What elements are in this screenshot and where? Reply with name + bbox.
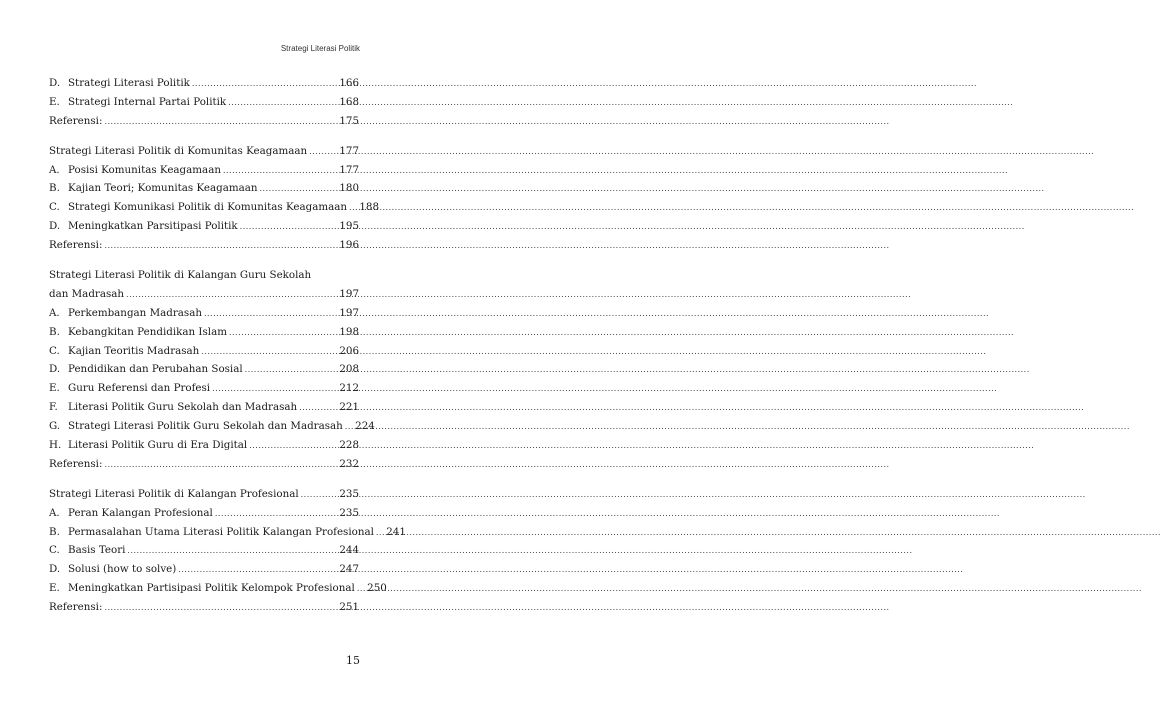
entry-page: 195 xyxy=(339,220,359,233)
dot-leader xyxy=(104,113,335,132)
entry-page: 224 xyxy=(355,420,375,433)
chapter-page: 177 xyxy=(339,144,359,157)
toc-entry[interactable] xyxy=(49,579,387,598)
entry-page: 188 xyxy=(359,201,380,214)
entry-title: Literasi Politik Guru di Era Digital xyxy=(68,439,248,452)
entry-title: Strategi Internal Partai Politik xyxy=(68,95,227,108)
dot-leader xyxy=(376,524,382,543)
dot-leader xyxy=(192,75,335,94)
entry-title: Perkembangan Madrasah xyxy=(68,306,202,319)
toc-chapter[interactable] xyxy=(49,285,359,304)
toc-entry[interactable] xyxy=(49,379,359,398)
chapter-title: dan Madrasah xyxy=(49,287,125,300)
chapter-title: Strategi Literasi Politik di Kalangan Profesional xyxy=(49,487,299,500)
entry-letter: H. xyxy=(49,439,62,452)
entry-letter: E. xyxy=(49,382,60,395)
toc-entry-references[interactable] xyxy=(49,236,359,255)
toc-entry[interactable] xyxy=(49,398,359,417)
entry-page: 235 xyxy=(339,506,359,519)
entry-letter: C. xyxy=(49,201,60,214)
entry-letter: E. xyxy=(49,95,60,108)
dot-leader xyxy=(357,580,363,599)
entry-page: 206 xyxy=(339,344,359,357)
entry-letter: B. xyxy=(49,525,60,538)
dot-leader xyxy=(245,361,335,380)
entry-letter: F. xyxy=(49,401,58,414)
entry-title: Kebangkitan Pendidikan Islam xyxy=(68,325,227,338)
entry-letter: D. xyxy=(49,220,61,233)
entry-letter: A. xyxy=(49,506,60,519)
entry-letter: B. xyxy=(49,325,60,338)
dot-leader xyxy=(249,437,335,456)
toc-entry[interactable] xyxy=(49,417,375,436)
entry-title: Guru Referensi dan Profesi xyxy=(68,382,211,395)
entry-letter: A. xyxy=(49,306,60,319)
entry-title: Strategi Literasi Politik Guru Sekolah dan Madrasah xyxy=(68,420,343,433)
entry-title: Strategi Literasi Politik xyxy=(68,77,190,89)
entry-page: 221 xyxy=(339,401,359,414)
toc-entry[interactable] xyxy=(49,541,359,560)
dot-leader xyxy=(104,456,335,475)
entry-page: 175 xyxy=(339,114,359,127)
entry-title: Peran Kalangan Profesional xyxy=(68,506,213,519)
chapter-page: 197 xyxy=(339,287,359,300)
entry-letter: D. xyxy=(49,363,61,376)
entry-title: Solusi (how to solve) xyxy=(68,563,177,576)
dot-leader xyxy=(201,343,335,362)
toc-entry-references[interactable] xyxy=(49,455,359,474)
dot-leader xyxy=(127,542,335,561)
entry-page: 212 xyxy=(339,382,359,395)
entry-title: Referensi: xyxy=(49,114,103,127)
toc-entry[interactable] xyxy=(49,179,359,198)
entry-letter: D. xyxy=(49,563,61,576)
chapter-title: Strategi Literasi Politik di Komunitas Keagamaan xyxy=(49,144,308,157)
toc-entry[interactable] xyxy=(49,74,359,93)
toc-entry[interactable] xyxy=(49,342,359,361)
toc-entry[interactable] xyxy=(49,161,359,180)
toc-entry[interactable] xyxy=(49,93,359,112)
entry-letter: A. xyxy=(49,163,60,176)
entry-letter: C. xyxy=(49,344,60,357)
dot-leader xyxy=(301,486,335,505)
toc-chapter[interactable] xyxy=(49,142,359,161)
dot-leader xyxy=(104,237,335,256)
entry-title: Kajian Teoritis Madrasah xyxy=(68,344,200,357)
dot-leader xyxy=(204,305,335,324)
dot-leader xyxy=(104,599,335,618)
dot-leader xyxy=(126,286,335,305)
dot-leader xyxy=(228,94,335,113)
entry-page: 168 xyxy=(339,95,359,108)
entry-page: 197 xyxy=(339,306,359,319)
entry-title: Pendidikan dan Perubahan Sosial xyxy=(68,363,243,376)
entry-page: 166 xyxy=(339,77,359,89)
toc-entry[interactable] xyxy=(49,504,359,523)
entry-page: 251 xyxy=(339,601,359,614)
dot-leader xyxy=(223,162,335,181)
running-head: Strategi Literasi Politik xyxy=(280,44,360,53)
table-of-contents xyxy=(49,74,406,617)
entry-page: 244 xyxy=(339,544,359,557)
toc-entry[interactable] xyxy=(49,198,380,217)
entry-letter: E. xyxy=(49,582,60,595)
entry-page: 180 xyxy=(339,182,359,195)
entry-page: 198 xyxy=(339,325,359,338)
entry-page: 196 xyxy=(339,239,359,252)
toc-entry[interactable] xyxy=(49,523,406,542)
page-number: 15 xyxy=(346,654,360,667)
entry-page: 177 xyxy=(339,163,359,176)
entry-page: 241 xyxy=(386,525,406,538)
entry-title: Meningkatkan Partisipasi Politik Kelompok Profesional xyxy=(68,582,355,595)
entry-title: Permasalahan Utama Literasi Politik Kalangan Profesional xyxy=(68,525,374,538)
dot-leader xyxy=(240,218,335,237)
toc-entry[interactable] xyxy=(49,217,359,236)
entry-letter: C. xyxy=(49,544,60,557)
entry-page: 228 xyxy=(339,439,359,452)
entry-title: Kajian Teori; Komunitas Keagamaan xyxy=(68,182,258,195)
dot-leader xyxy=(260,180,335,199)
entry-title: Literasi Politik Guru Sekolah dan Madrasah xyxy=(68,401,298,414)
entry-title: Posisi Komunitas Keagamaan xyxy=(68,163,221,176)
entry-page: 232 xyxy=(339,457,359,470)
dot-leader xyxy=(349,199,355,218)
toc-entry[interactable] xyxy=(49,436,359,455)
dot-leader xyxy=(212,380,335,399)
entry-page: 208 xyxy=(339,363,359,376)
toc-entry[interactable] xyxy=(49,323,359,342)
entry-title: Referensi: xyxy=(49,239,103,252)
entry-letter: D. xyxy=(49,77,61,89)
dot-leader xyxy=(345,418,351,437)
toc-entry-references[interactable] xyxy=(49,112,359,131)
toc-entry-references[interactable] xyxy=(49,598,359,617)
dot-leader xyxy=(215,505,335,524)
entry-letter: G. xyxy=(49,420,61,433)
toc-chapter[interactable] xyxy=(49,485,359,504)
dot-leader xyxy=(178,561,335,580)
entry-title: Meningkatkan Parsitipasi Politik xyxy=(68,220,238,233)
entry-page: 250 xyxy=(367,582,387,595)
chapter-page: 235 xyxy=(339,487,359,500)
entry-title: Referensi: xyxy=(49,457,103,470)
dot-leader xyxy=(309,143,335,162)
toc-entry[interactable] xyxy=(49,560,359,579)
toc-entry[interactable] xyxy=(49,304,359,323)
entry-page: 247 xyxy=(339,563,359,576)
dot-leader xyxy=(299,399,335,418)
entry-letter: B. xyxy=(49,182,60,195)
entry-title: Basis Teori xyxy=(68,544,126,557)
toc-entry[interactable] xyxy=(49,360,359,379)
entry-title: Strategi Komunikasi Politik di Komunitas Keagamaan xyxy=(68,201,348,214)
chapter-title-line[interactable]: Strategi Literasi Politik di Kalangan Guru Sekolah xyxy=(49,269,312,282)
dot-leader xyxy=(229,324,335,343)
entry-title: Referensi: xyxy=(49,601,103,614)
